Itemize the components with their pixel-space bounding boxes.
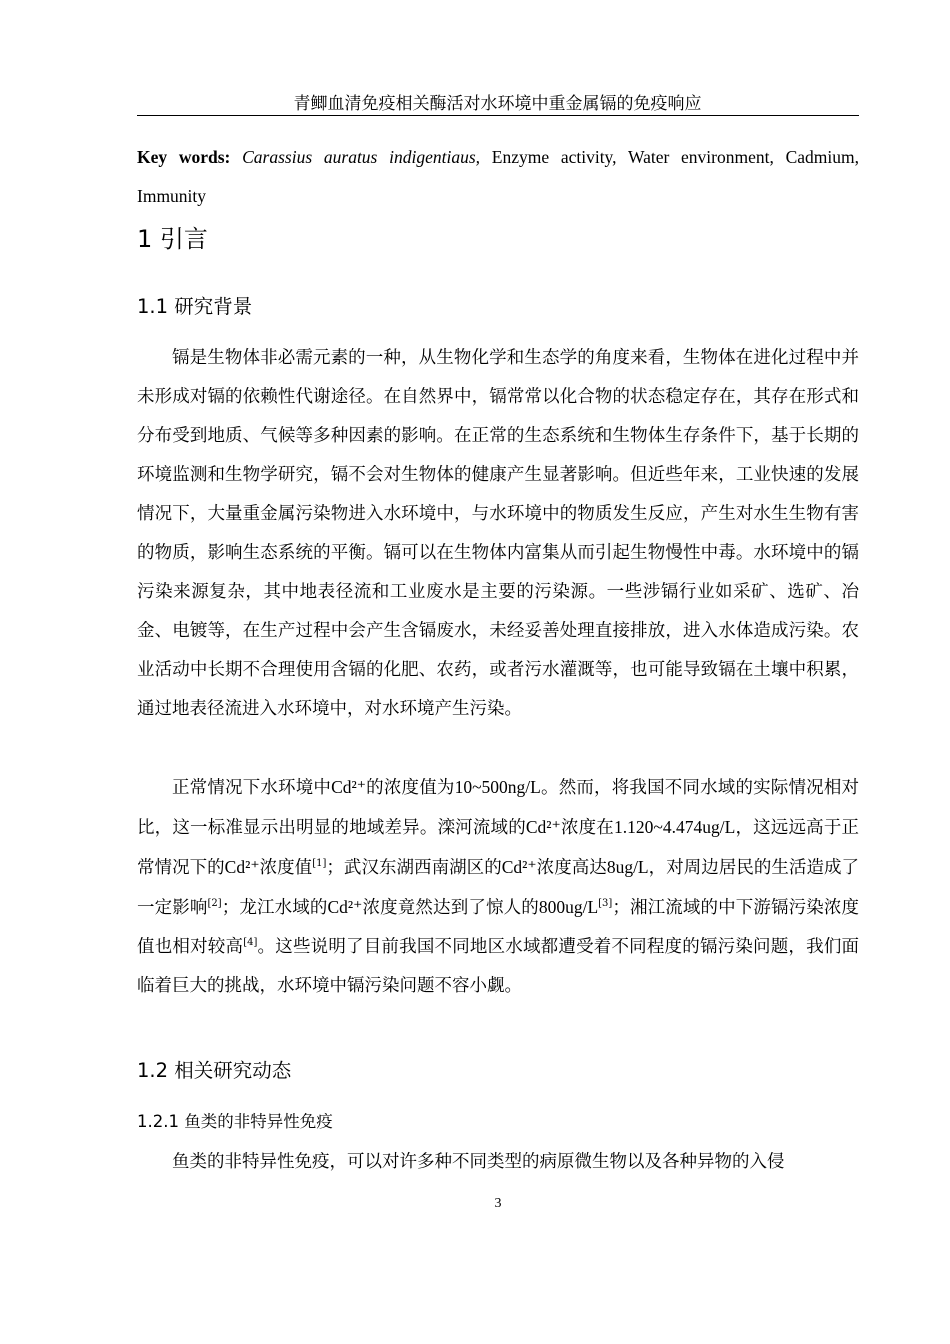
- background-paragraph-2: 正常情况下水环境中Cd²⁺的浓度值为10~500ng/L。然而，将我国不同水域的实际情况相对比，这一标准显示出明显的地域差异。滦河流域的Cd²⁺浓度在1.120~4.474ug/L，这远远高于正常情况下的Cd²⁺浓度值[1]；武汉东湖西南湖区的Cd²⁺浓度高达8ug/L，对周边居民的生活造成了一定影响[2]；龙江水域的Cd²⁺浓度竟然达到了惊人的800ug/L[3]；湘江流域的中下游镉污染浓度值也相对较高[4]。这些说明了目前我国不同地区水域都遭受着不同程度的镉污染问题，我们面临着巨大的挑战，水环境中镉污染问题不容小觑。: [137, 777, 860, 996]
- keywords-line: [137, 138, 859, 216]
- citation-4[interactable]: [4]: [243, 937, 258, 948]
- citation-3[interactable]: [3]: [598, 898, 613, 909]
- keywords-label: Key words:: [137, 147, 231, 167]
- keywords-rest: Enzyme activity, Water environment, Cadmium, Immunity: [137, 147, 859, 206]
- header-rule: [137, 115, 859, 116]
- immunity-paragraph-1: 鱼类的非特异性免疫，可以对许多种不同类型的病原微生物以及各种异物的入侵: [172, 1152, 785, 1172]
- section-1-heading: 1 引言: [137, 225, 208, 253]
- keywords-species: Carassius auratus indigentiaus,: [242, 147, 481, 167]
- citation-1[interactable]: [1]: [312, 858, 327, 869]
- section-1-1-heading: 1.1 研究背景: [137, 295, 253, 318]
- page-number: 3: [494, 1196, 502, 1211]
- section-1-2-1-heading: 1.2.1 鱼类的非特异性免疫: [137, 1112, 333, 1131]
- section-1-2-heading: 1.2 相关研究动态: [137, 1059, 292, 1082]
- background-paragraph-1: 镉是生物体非必需元素的一种，从生物化学和生态学的角度来看，生物体在进化过程中并未形成对镉的依赖性代谢途径。在自然界中，镉常常以化合物的状态稳定存在，其存在形式和分布受到地质、气候等多种因素的影响。在正常的生态系统和生物体生存条件下，基于长期的环境监测和生物学研究，镉不会对生物体的健康产生显著影响。但近些年来，工业快速的发展情况下，大量重金属污染物进入水环境中，与水环境中的物质发生反应，产生对水生生物有害的物质，影响生态系统的平衡。镉可以在生物体内富集从而引起生物慢性中毒。水环境中的镉污染来源复杂，其中地表径流和工业废水是主要的污染源。一些涉镉行业如采矿、选矿、冶金、电镀等，在生产过程中会产生含镉废水，未经妥善处理直接排放，进入水体造成污染。农业活动中长期不合理使用含镉的化肥、农药，或者污水灌溉等，也可能导致镉在土壤中积累，通过地表径流进入水环境中，对水环境产生污染。: [137, 348, 859, 719]
- citation-2[interactable]: [2]: [207, 898, 222, 909]
- running-header-title: 青鲫血清免疫相关酶活对水环境中重金属镉的免疫响应: [293, 94, 702, 114]
